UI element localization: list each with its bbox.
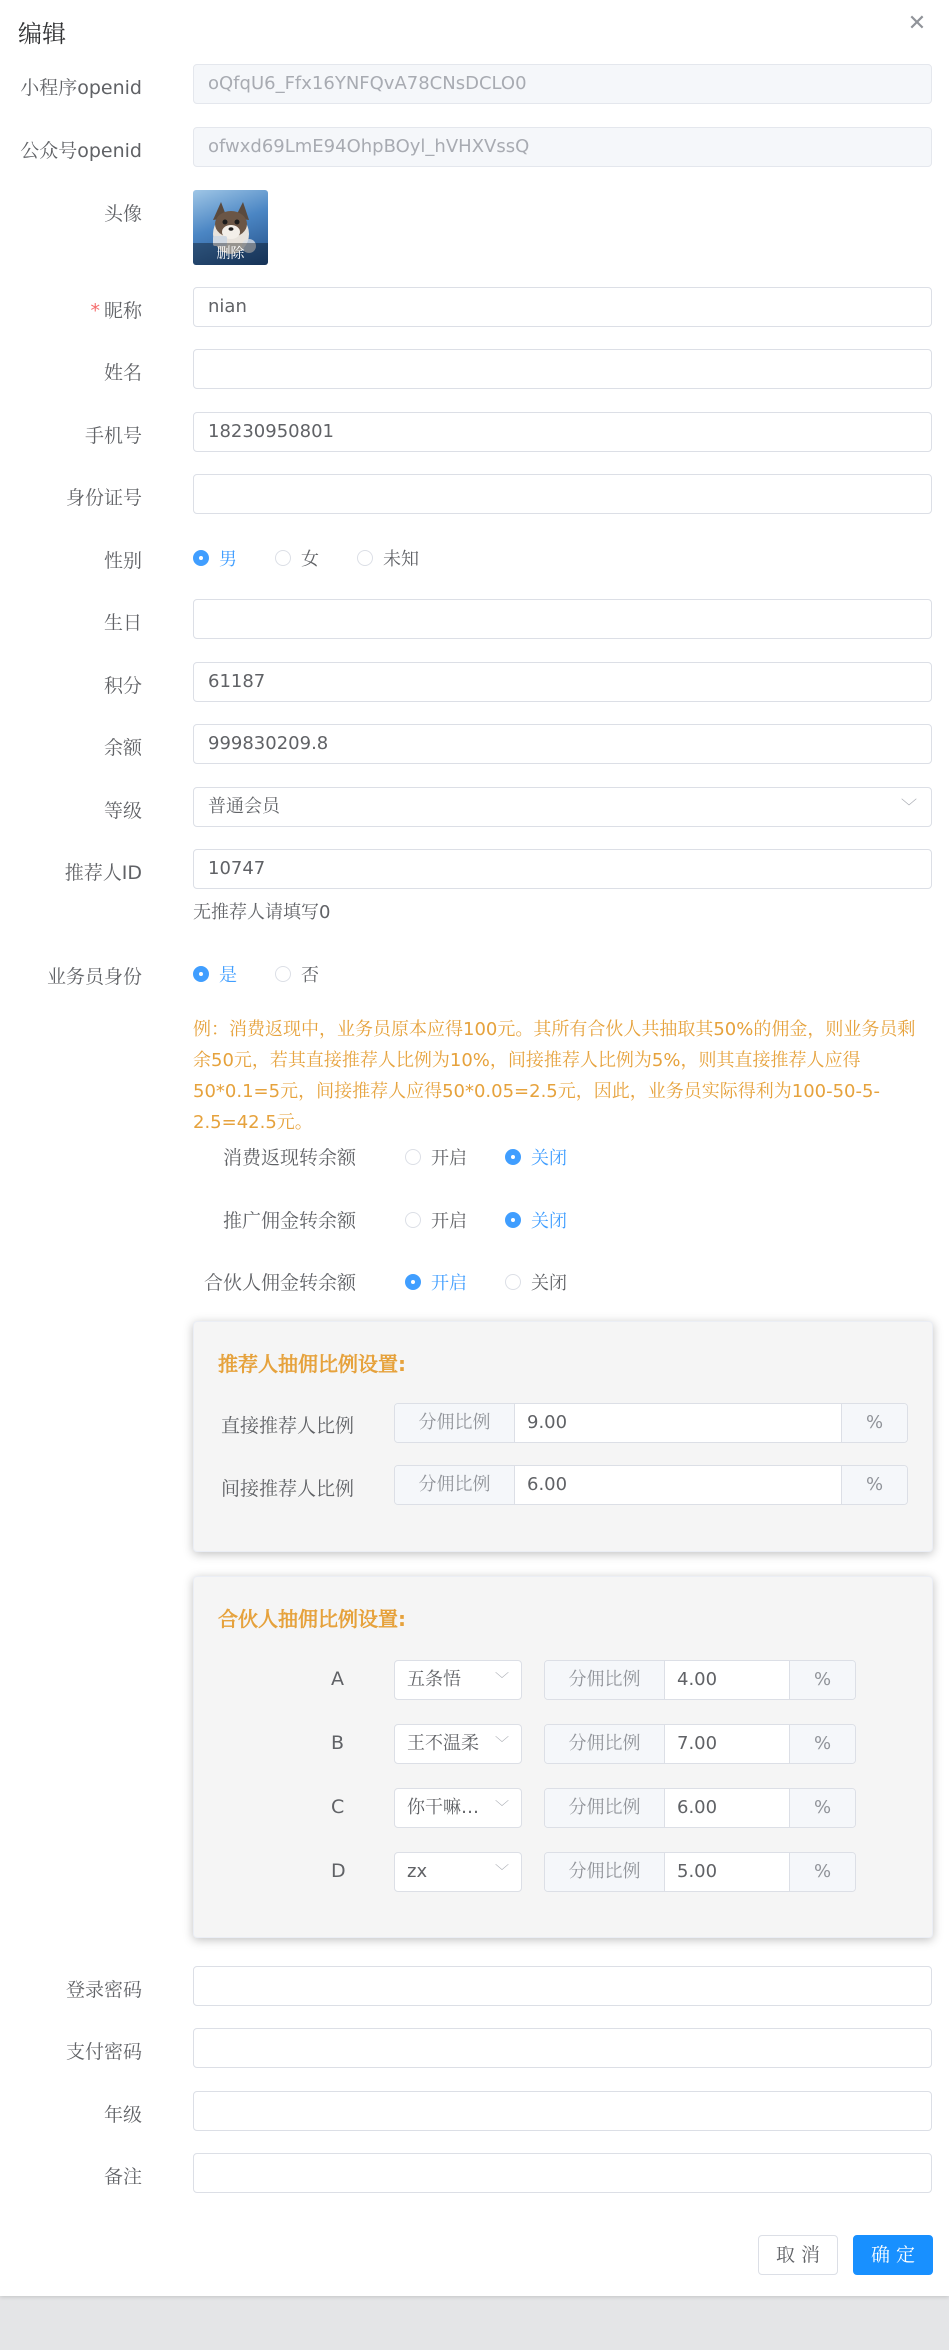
ratio-prefix: 分佣比例	[395, 1404, 515, 1442]
referrer-card-title: 推荐人抽佣比例设置:	[218, 1352, 406, 1376]
partner-c-ratio-group	[544, 1788, 856, 1828]
label-balance: 余额	[103, 737, 142, 759]
salesman-radio-group	[193, 961, 357, 987]
label-grade: 年级	[103, 2104, 142, 2126]
points-input[interactable]: 61187	[193, 662, 932, 702]
chevron-down-icon: ﹀	[495, 1800, 509, 1816]
direct-referrer-label: 直接推荐人比例	[221, 1415, 355, 1437]
chevron-down-icon: ﹀	[900, 797, 917, 816]
label-promo-to-balance: 推广佣金转余额	[222, 1210, 356, 1232]
partner-row-label: B	[331, 1732, 345, 1754]
referrer-hint: 无推荐人请填写0	[193, 902, 331, 923]
option-label: 开启	[431, 1148, 467, 1169]
partner-c-ratio-input[interactable]: 6.00	[677, 1797, 718, 1818]
cashback-radio-on[interactable]	[405, 1144, 467, 1170]
label-birthday: 生日	[103, 612, 142, 634]
chevron-down-icon: ﹀	[495, 1864, 509, 1880]
grade-input[interactable]	[193, 2091, 932, 2131]
close-icon[interactable]: ✕	[907, 11, 927, 36]
label-pay-password: 支付密码	[65, 2041, 142, 2063]
percent-suffix: %	[789, 1725, 855, 1763]
label-mp-openid: 公众号openid	[20, 140, 142, 162]
chevron-down-icon: ﹀	[495, 1672, 509, 1688]
option-label: 关闭	[531, 1211, 567, 1232]
ratio-prefix: 分佣比例	[545, 1853, 665, 1891]
cancel-button[interactable]: 取 消	[758, 2235, 838, 2275]
commission-note: 例：消费返现中，业务员原本应得100元。其所有合伙人共抽取其50%的佣金，则业务员剩余50元，若其直接推荐人比例为10%，间接推荐人比例为5%，则其直接推荐人应得50*0.1=5元，间接推荐人应得50*0.05=2.5元，因此，业务员实际得利为100-50-5-2.5=42.5元。	[193, 1019, 916, 1133]
label-id-card: 身份证号	[65, 487, 142, 509]
ratio-prefix: 分佣比例	[545, 1789, 665, 1827]
nickname-input[interactable]: nian	[193, 287, 932, 327]
percent-suffix: %	[789, 1661, 855, 1699]
partner-b-select[interactable]	[394, 1724, 522, 1764]
radio-unchecked-icon	[357, 550, 373, 566]
name-input[interactable]	[193, 349, 932, 389]
gender-option-label: 男	[219, 549, 237, 570]
avatar-delete-button[interactable]: 删除	[193, 243, 268, 265]
label-partner-to-balance: 合伙人佣金转余额	[203, 1272, 356, 1294]
radio-unchecked-icon	[275, 966, 291, 982]
referrer-id-input[interactable]: 10747	[193, 849, 932, 889]
chevron-down-icon: ﹀	[495, 1736, 509, 1752]
label-name: 姓名	[103, 362, 142, 384]
partner-radio-on[interactable]	[405, 1269, 467, 1295]
confirm-button[interactable]: 确 定	[853, 2235, 933, 2275]
label-login-password: 登录密码	[65, 1979, 142, 2001]
level-select-value: 普通会员	[208, 796, 280, 817]
percent-suffix: %	[789, 1853, 855, 1891]
label-referrer-id: 推荐人ID	[64, 862, 142, 884]
partner-a-select[interactable]	[394, 1660, 522, 1700]
label-gender: 性别	[103, 550, 142, 572]
radio-checked-icon	[405, 1274, 421, 1290]
partner-d-select[interactable]	[394, 1852, 522, 1892]
ratio-prefix: 分佣比例	[545, 1725, 665, 1763]
radio-checked-icon	[505, 1149, 521, 1165]
label-phone: 手机号	[84, 425, 142, 447]
birthday-input[interactable]	[193, 599, 932, 639]
partner-select-value: 五条悟	[407, 1669, 461, 1690]
radio-unchecked-icon	[275, 550, 291, 566]
radio-unchecked-icon	[405, 1149, 421, 1165]
gender-radio-unknown[interactable]	[357, 545, 419, 571]
radio-unchecked-icon	[505, 1274, 521, 1290]
avatar[interactable]	[193, 190, 268, 265]
label-points: 积分	[103, 675, 142, 697]
mp-openid-field: ofwxd69LmE94OhpBOyl_hVHXVssQ	[193, 127, 932, 167]
phone-input[interactable]: 18230950801	[193, 412, 932, 452]
required-mark: *	[90, 300, 100, 322]
partner-row-label: A	[331, 1668, 344, 1690]
partner-radio-group	[405, 1269, 605, 1295]
salesman-radio-yes[interactable]	[193, 961, 237, 987]
ratio-prefix: 分佣比例	[545, 1661, 665, 1699]
promo-radio-group	[405, 1207, 605, 1233]
partner-card-title: 合伙人抽佣比例设置:	[218, 1607, 406, 1631]
partner-row-label: C	[331, 1796, 345, 1818]
partner-d-ratio-group	[544, 1852, 856, 1892]
label-avatar: 头像	[103, 203, 142, 225]
option-label: 开启	[431, 1273, 467, 1294]
partner-select-value: 王不温柔	[407, 1733, 479, 1754]
remark-input[interactable]	[193, 2153, 932, 2193]
partner-c-select[interactable]	[394, 1788, 522, 1828]
percent-suffix: %	[789, 1789, 855, 1827]
direct-referrer-ratio-group	[394, 1403, 908, 1443]
radio-unchecked-icon	[405, 1212, 421, 1228]
pay-password-input[interactable]	[193, 2028, 932, 2068]
cashback-radio-group	[405, 1144, 605, 1170]
login-password-input[interactable]	[193, 1966, 932, 2006]
id-card-input[interactable]	[193, 474, 932, 514]
partner-b-ratio-input[interactable]: 7.00	[677, 1733, 718, 1754]
promo-radio-off[interactable]	[505, 1207, 567, 1233]
cashback-radio-off[interactable]	[505, 1144, 567, 1170]
salesman-option-label: 是	[219, 965, 237, 986]
label-remark: 备注	[103, 2166, 142, 2188]
partner-d-ratio-input[interactable]: 5.00	[677, 1861, 718, 1882]
indirect-referrer-label: 间接推荐人比例	[221, 1478, 355, 1500]
option-label: 关闭	[531, 1273, 567, 1294]
partner-select-value: 你干嘛…	[407, 1797, 479, 1818]
label-cashback-to-balance: 消费返现转余额	[222, 1147, 356, 1169]
partner-a-ratio-group	[544, 1660, 856, 1700]
salesman-option-label: 否	[301, 965, 319, 986]
label-level: 等级	[103, 800, 142, 822]
promo-radio-on[interactable]	[405, 1207, 467, 1233]
gender-radio-group	[193, 545, 457, 571]
partner-select-value: zx	[407, 1861, 428, 1882]
ratio-prefix: 分佣比例	[395, 1466, 515, 1504]
radio-checked-icon	[193, 550, 209, 566]
label-nickname	[90, 296, 142, 323]
gender-radio-female[interactable]	[275, 545, 319, 571]
label-salesman: 业务员身份	[46, 966, 142, 988]
partner-ratio-card	[193, 1576, 933, 1938]
salesman-radio-no[interactable]	[275, 961, 319, 987]
label-mini-openid: 小程序openid	[20, 77, 142, 99]
option-label: 关闭	[531, 1148, 567, 1169]
partner-row-label: D	[331, 1860, 346, 1882]
label-nickname-text: 昵称	[103, 300, 142, 322]
partner-a-ratio-input[interactable]: 4.00	[677, 1669, 718, 1690]
referrer-ratio-card	[193, 1321, 933, 1552]
gender-option-label: 未知	[383, 549, 419, 570]
mini-openid-field: oQfqU6_Ffx16YNFQvA78CNsDCLO0	[193, 64, 932, 104]
direct-referrer-ratio-input[interactable]: 9.00	[527, 1412, 568, 1433]
partner-radio-off[interactable]	[505, 1269, 567, 1295]
dialog-title: 编辑	[18, 20, 66, 48]
option-label: 开启	[431, 1211, 467, 1232]
indirect-referrer-ratio-input[interactable]: 6.00	[527, 1474, 568, 1495]
gender-option-label: 女	[301, 549, 319, 570]
gender-radio-male[interactable]	[193, 545, 237, 571]
indirect-referrer-ratio-group	[394, 1465, 908, 1505]
partner-b-ratio-group	[544, 1724, 856, 1764]
percent-suffix: %	[841, 1466, 907, 1504]
level-select[interactable]	[193, 787, 932, 827]
radio-checked-icon	[505, 1212, 521, 1228]
percent-suffix: %	[841, 1404, 907, 1442]
balance-input[interactable]: 999830209.8	[193, 724, 932, 764]
radio-checked-icon	[193, 966, 209, 982]
